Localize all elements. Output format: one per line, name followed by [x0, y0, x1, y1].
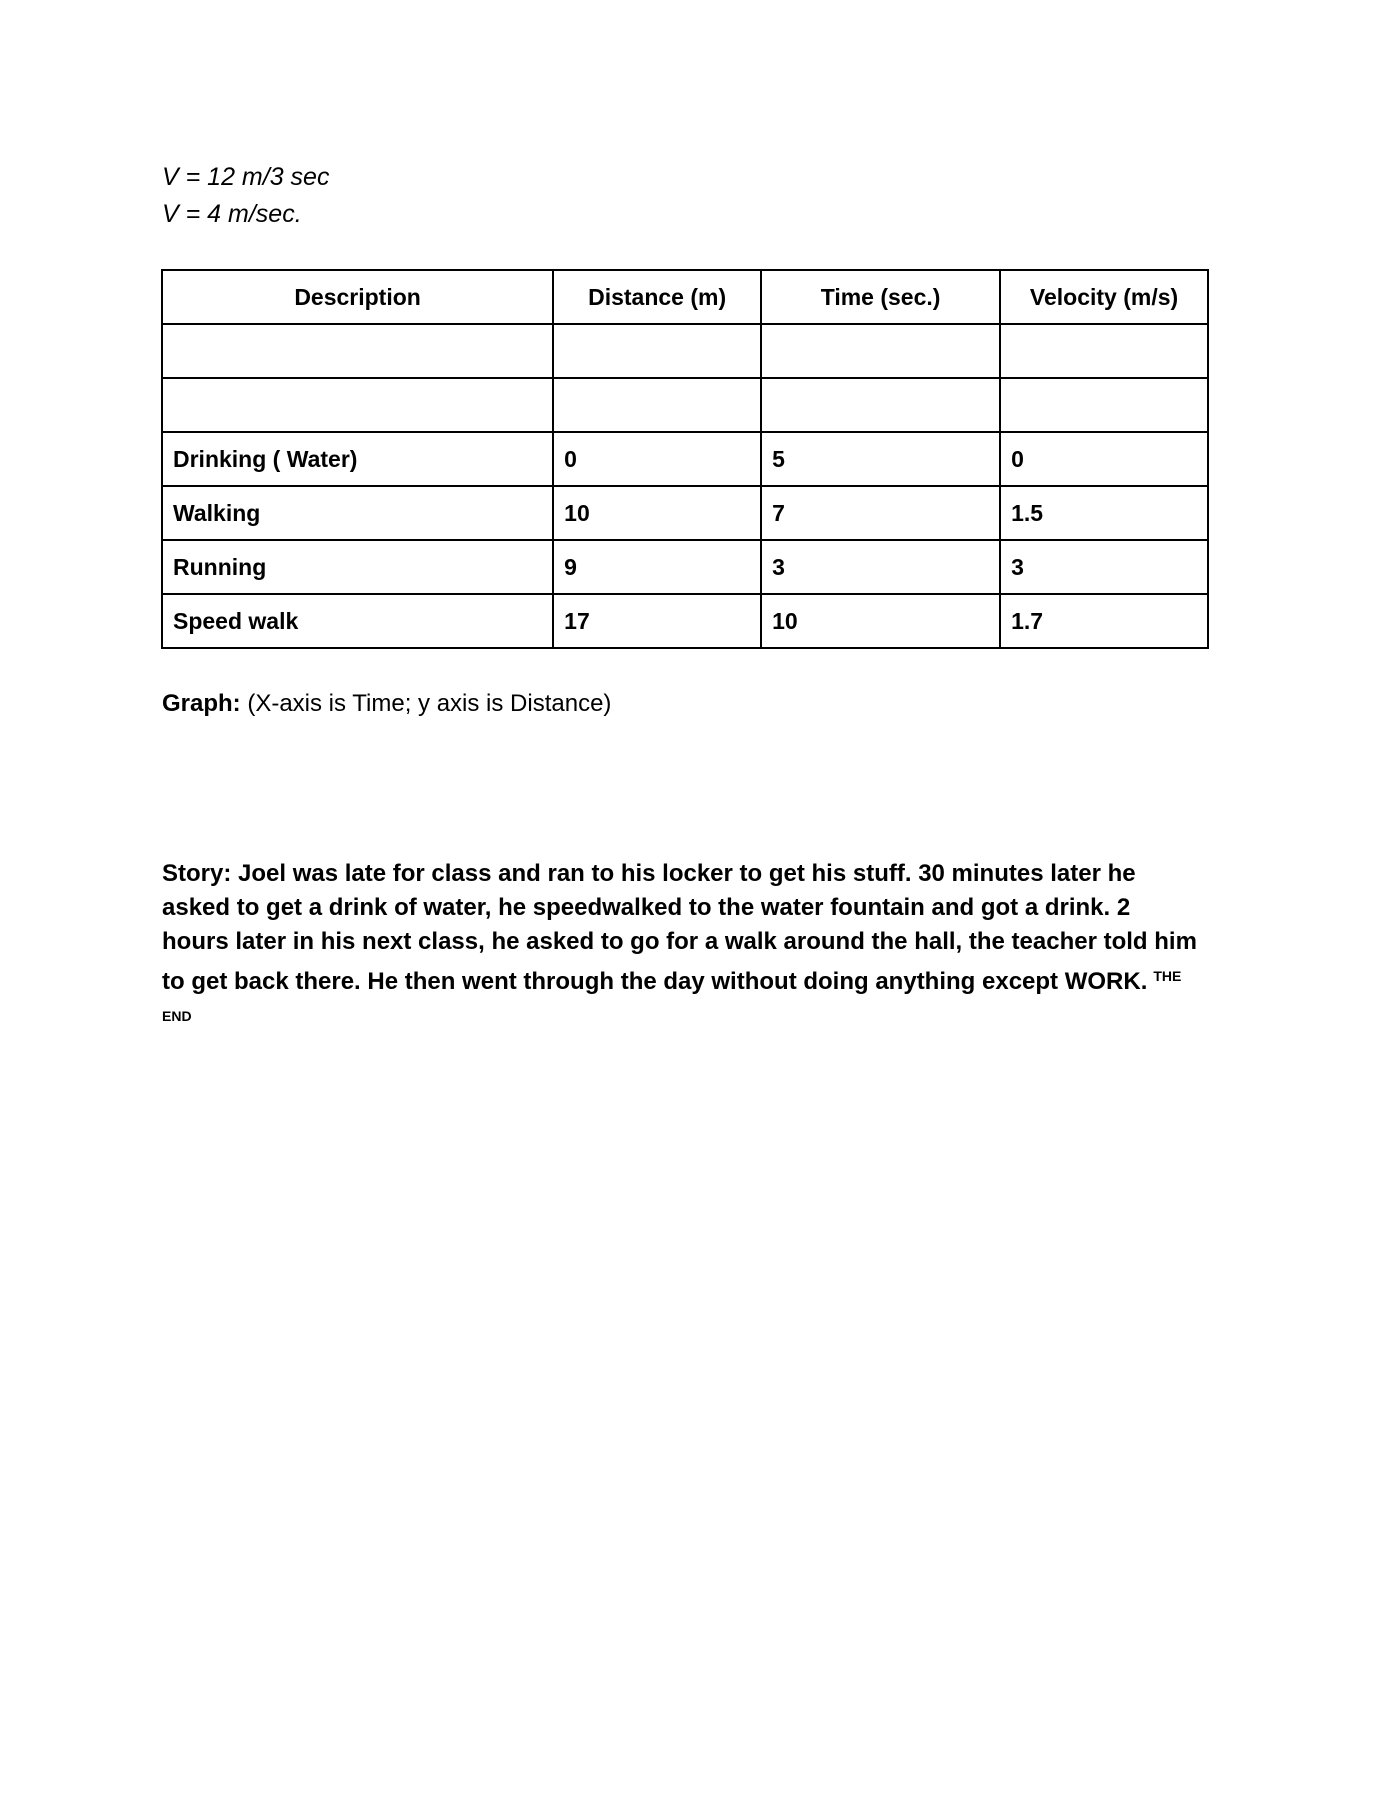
- table-cell: [761, 378, 1000, 432]
- table-cell: [162, 324, 553, 378]
- graph-label: Graph:: [162, 690, 241, 717]
- table-cell: [553, 378, 761, 432]
- table-cell: [553, 324, 761, 378]
- table-cell: 0: [1000, 432, 1208, 486]
- the-end-superscript: THE END: [162, 968, 1182, 1024]
- header-time: Time (sec.): [761, 270, 1000, 324]
- table-cell: [162, 378, 553, 432]
- motion-data-table: [161, 269, 1209, 649]
- table-cell: Speed walk: [162, 594, 553, 648]
- table-cell: 10: [761, 594, 1000, 648]
- table-cell: Drinking ( Water): [162, 432, 553, 486]
- table-cell: [1000, 324, 1208, 378]
- table-cell: 1.7: [1000, 594, 1208, 648]
- graph-text: (X-axis is Time; y axis is Distance): [240, 690, 612, 717]
- table-row: [162, 432, 1208, 486]
- table-row: [162, 378, 1208, 432]
- table-cell: 7: [761, 486, 1000, 540]
- header-description: Description: [162, 270, 553, 324]
- table-row: [162, 540, 1208, 594]
- table-cell: [1000, 378, 1208, 432]
- equation-line-2: V = 4 m/sec.: [162, 200, 302, 228]
- table-cell: 17: [553, 594, 761, 648]
- table-row: [162, 594, 1208, 648]
- table-cell: [761, 324, 1000, 378]
- table-cell: 3: [1000, 540, 1208, 594]
- table-cell: 10: [553, 486, 761, 540]
- table-header-row: [162, 270, 1208, 324]
- table-row: [162, 324, 1208, 378]
- table-cell: 3: [761, 540, 1000, 594]
- story-text: Story: Joel was late for class and ran to his locker to get his stuff. 30 minutes later he asked to get a drink of water, he speedwalked to the water fountain and got a drink. 2 hours later in his next class, he asked to go for a walk around the hall, the teacher told him to get back there. He then went through the day without doing anything except WORK.: [162, 860, 1197, 995]
- table-cell: Walking: [162, 486, 553, 540]
- equation-line-1: V = 12 m/3 sec: [162, 163, 330, 191]
- story-paragraph: [162, 857, 1202, 1039]
- header-velocity: Velocity (m/s): [1000, 270, 1208, 324]
- table-cell: 0: [553, 432, 761, 486]
- table-cell: 1.5: [1000, 486, 1208, 540]
- table-cell: 9: [553, 540, 761, 594]
- table-cell: 5: [761, 432, 1000, 486]
- header-distance: Distance (m): [553, 270, 761, 324]
- table-row: [162, 486, 1208, 540]
- graph-caption: [162, 690, 611, 718]
- table-cell: Running: [162, 540, 553, 594]
